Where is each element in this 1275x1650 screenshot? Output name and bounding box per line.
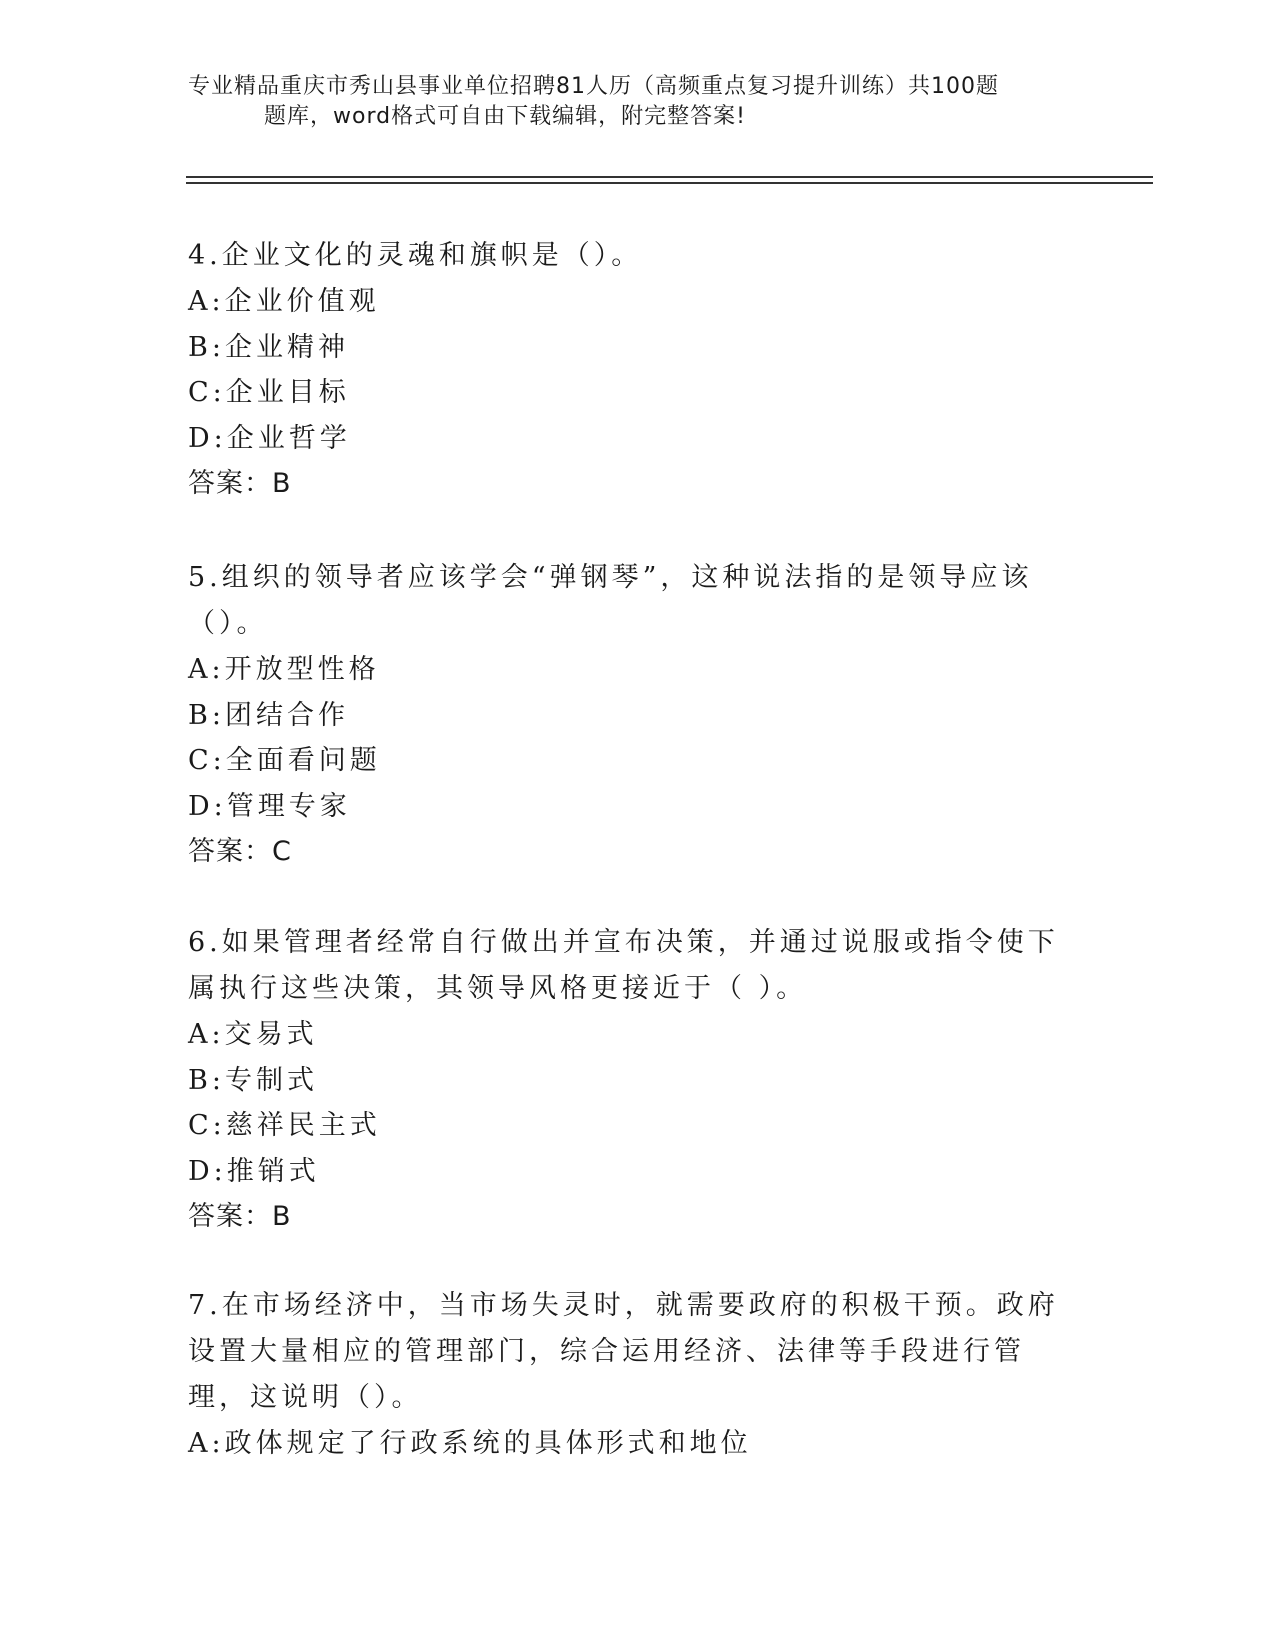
- option-a: A:企业价值观: [188, 286, 380, 317]
- option-a: A:开放型性格: [188, 654, 380, 685]
- option-c: C:企业目标: [188, 377, 350, 408]
- option-b: B:专制式: [188, 1064, 318, 1096]
- question-item: [188, 920, 1068, 1239]
- header-divider-bottom: [186, 182, 1153, 184]
- header-divider-top: [186, 176, 1153, 178]
- option-a: A:交易式: [188, 1019, 318, 1050]
- option-b: B:团结合作: [188, 699, 349, 731]
- option-a: A:政体规定了行政系统的具体形式和地位: [188, 1428, 752, 1459]
- answer-line: 答案：B: [188, 1201, 292, 1232]
- option-c: C:全面看问题: [188, 745, 381, 776]
- question-item: [188, 233, 1068, 506]
- question-stem: 6.如果管理者经常自行做出并宣布决策，并通过说服或指令使下属执行这些决策，其领导风格更接近于（ ）。: [188, 927, 1059, 1004]
- answer-line: 答案：C: [188, 836, 292, 867]
- question-stem: 7.在市场经济中，当市场失灵时，就需要政府的积极干预。政府设置大量相应的管理部门，综合运用经济、法律等手段进行管理，这说明（）。: [188, 1290, 1059, 1413]
- option-b: B:企业精神: [188, 331, 349, 363]
- question-item: [188, 555, 1068, 874]
- option-d: D:企业哲学: [188, 422, 351, 454]
- answer-line: 答案：B: [188, 468, 292, 499]
- document-header: [188, 72, 1088, 132]
- question-stem: 5.组织的领导者应该学会“弹钢琴”，这种说法指的是领导应该（）。: [188, 562, 1033, 639]
- header-title-line-2: 题库，word格式可自由下载编辑，附完整答案!: [264, 104, 746, 129]
- option-d: D:推销式: [188, 1155, 320, 1187]
- header-title-line-1: 专业精品重庆市秀山县事业单位招聘81人历（高频重点复习提升训练）共100题: [188, 74, 999, 99]
- option-d: D:管理专家: [188, 790, 351, 822]
- question-stem: 4.企业文化的灵魂和旗帜是（）。: [188, 240, 643, 271]
- option-c: C:慈祥民主式: [188, 1110, 381, 1141]
- question-item: [188, 1283, 1068, 1467]
